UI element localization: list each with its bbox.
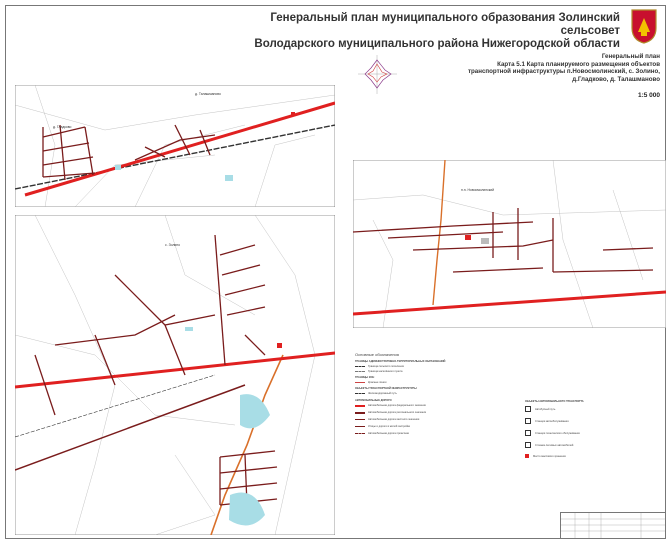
map-panel-talashmanovo [15,85,335,207]
wind-rose-icon [355,52,400,97]
subtitle-line-3: транспортной инфраструктуры п.Новосмолинский, с. Золино, [467,68,660,76]
legend-item: Станция технического обслуживания [535,431,580,435]
legend-item: Железнодорожный путь [368,392,397,395]
legend-item: Автобусный путь [535,407,556,411]
map-subtitle [455,53,660,83]
label-gladkovo: д. Гладково [53,125,72,129]
legend-item: Станция автообслуживания [535,419,569,423]
coat-of-arms-icon [630,8,658,44]
legend-item: Стоянка легковых автомобилей [535,443,574,447]
legend-left [355,360,485,437]
legend-section: ОБЪЕКТЫ ТРАНСПОРТНОЙ ИНФРАСТРУКТУРЫ [355,387,417,390]
legend-right [525,400,655,464]
service-station-icon [525,418,531,424]
subtitle-line-2: Карта 5.1 Карта планируемого размещения объектов [497,60,660,68]
label-novosmolinsky: п.п. Новосмолинский [461,188,495,192]
legend-section: ГРАНИЦЫ ЗОН [355,376,375,379]
label-zolino: с. Золино [165,243,181,247]
title-line-1: Генеральный план муниципального образования Золинский сельсовет [270,12,620,37]
subtitle-line-1: Генеральный план [601,53,660,60]
storage-icon [525,454,529,458]
parking-icon [525,442,531,448]
legend-item: Автомобильная дорога федерального значения [368,404,426,407]
legend-item: Красные линии [368,381,387,384]
legend-section: ГРАНИЦЫ АДМИНИСТРАТИВНО-ТЕРРИТОРИАЛЬНЫХ ОБРАЗОВАНИЙ [355,360,446,363]
bus-icon [525,406,531,412]
legend-item: Автомобильная дорога проектная [368,432,409,435]
map-panel-zolino [15,215,335,535]
label-talashmanovo: д. Талашманово [195,92,221,96]
legend-item: Автомобильная дорога местного значения [368,418,420,421]
legend-item: Граница сельского поселения [368,365,404,368]
legend-item: Граница населённого пункта [368,370,403,373]
maintenance-icon [525,430,531,436]
title-block-stamp [560,512,666,539]
legend-item: Улицы и дороги в жилой застройке [368,425,411,428]
legend-item: Автомобильная дорога регионального значения [368,411,427,414]
legend-item: Место массового хранения [533,454,566,458]
map-title [240,12,620,51]
legend-section: ОБЪЕКТЫ АВТОМОБИЛЬНОГО ТРАНСПОРТА [525,400,584,403]
legend-heading: Основные обозначения [355,352,399,357]
map-panel-novosmolinsky [353,160,666,328]
legend-section: АВТОМОБИЛЬНЫЕ ДОРОГИ [355,399,392,402]
subtitle-line-4: д.Гладково, д. Талашманово [572,75,660,83]
map-scale: 1:5 000 [637,92,660,99]
title-line-2: Володарского муниципального района Нижегородской области [254,38,620,50]
